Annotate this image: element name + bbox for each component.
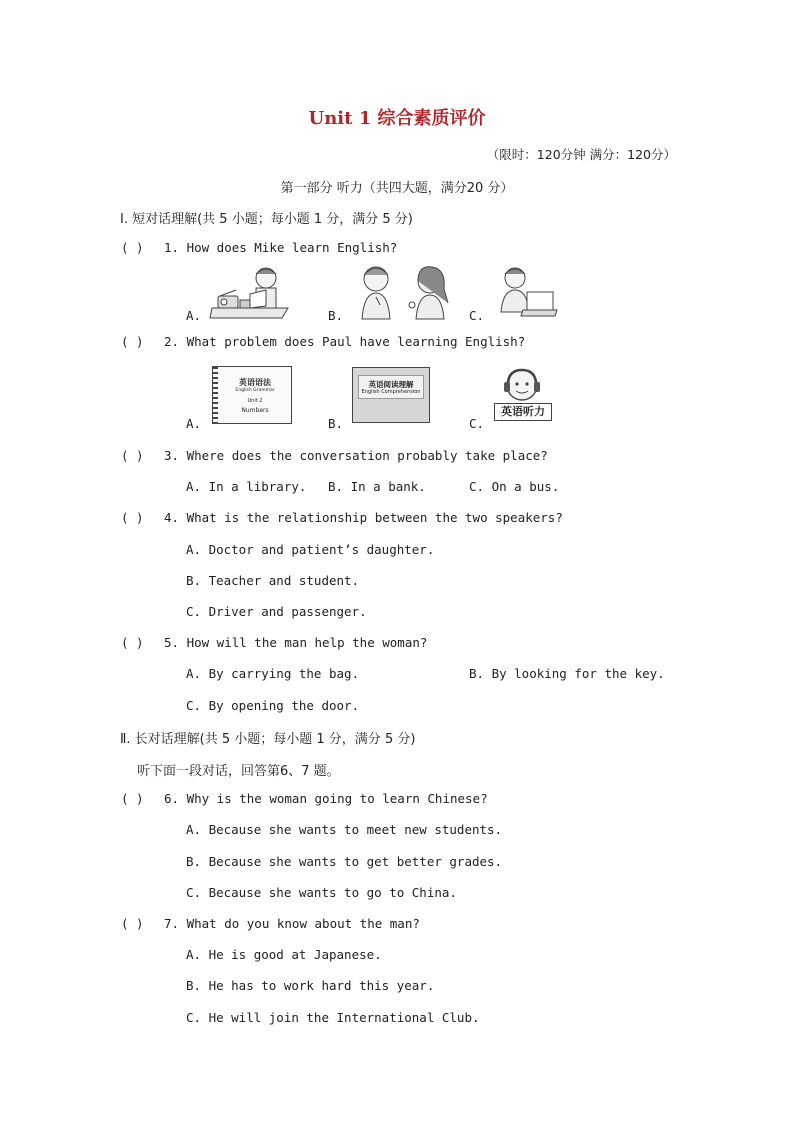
section-2-intro: 听下面一段对话，回答第6、7 题。 xyxy=(137,764,340,779)
answer-blank[interactable]: ( ) xyxy=(121,510,144,525)
question-5 xyxy=(121,635,427,650)
listening-headset-image[interactable] xyxy=(494,367,552,423)
question-text: 7. What do you know about the man? xyxy=(164,916,420,931)
question-text: 1. How does Mike learn English? xyxy=(164,240,398,255)
book-subtitle: English Grammar xyxy=(235,388,275,393)
boy-with-laptop-image[interactable] xyxy=(497,264,559,320)
question-text: 4. What is the relationship between the two speakers? xyxy=(164,510,563,525)
option-c[interactable]: C. He will join the International Club. xyxy=(186,1010,480,1025)
answer-blank[interactable]: ( ) xyxy=(121,334,144,349)
book-title: 英语语法 xyxy=(239,378,271,387)
answer-blank[interactable]: ( ) xyxy=(121,635,144,650)
option-a[interactable]: A. By carrying the bag. xyxy=(186,666,360,681)
question-text: 5. How will the man help the woman? xyxy=(164,635,428,650)
spiral-binding xyxy=(213,367,218,423)
option-b[interactable]: B. He has to work hard this year. xyxy=(186,978,435,993)
option-a[interactable]: A. Doctor and patient’s daughter. xyxy=(186,542,435,557)
time-score-info: （限时：120分钟 满分：120分） xyxy=(486,147,676,162)
listening-label: 英语听力 xyxy=(494,403,552,421)
headset-icon xyxy=(501,367,543,403)
answer-blank[interactable]: ( ) xyxy=(121,791,144,806)
book-unit: Unit 2 xyxy=(247,398,263,404)
option-b[interactable]: B. Because she wants to get better grades. xyxy=(186,854,503,869)
option-a[interactable]: A. Because she wants to meet new students. xyxy=(186,822,503,837)
answer-blank[interactable]: ( ) xyxy=(121,448,144,463)
question-4 xyxy=(121,510,563,525)
page-title: Unit 1 综合素质评价 xyxy=(308,108,486,129)
option-b[interactable]: B. In a bank. xyxy=(328,479,426,494)
answer-blank[interactable]: ( ) xyxy=(121,916,144,931)
book-subtitle: English Comprehension xyxy=(361,389,421,395)
two-children-talking-image[interactable] xyxy=(356,263,456,321)
option-label-b: B. xyxy=(328,308,344,323)
question-6 xyxy=(121,791,488,806)
question-text: 2. What problem does Paul have learning English? xyxy=(164,334,526,349)
comprehension-book-image[interactable] xyxy=(352,367,430,423)
question-text: 6. Why is the woman going to learn Chinese? xyxy=(164,791,488,806)
option-a[interactable]: A. He is good at Japanese. xyxy=(186,947,382,962)
question-text: 3. Where does the conversation probably take place? xyxy=(164,448,548,463)
book-title: 英语阅读理解 xyxy=(368,380,414,389)
question-1 xyxy=(121,240,397,255)
option-c[interactable]: C. Driver and passenger. xyxy=(186,604,367,619)
boy-reading-with-radio-image[interactable] xyxy=(210,264,292,320)
option-label-a: A. xyxy=(186,416,202,431)
question-3 xyxy=(121,448,548,463)
part-heading: 第一部分 听力（共四大题，满分20 分） xyxy=(280,181,514,196)
option-c[interactable]: C. By opening the door. xyxy=(186,698,360,713)
option-a[interactable]: A. In a library. xyxy=(186,479,307,494)
answer-blank[interactable]: ( ) xyxy=(121,240,144,255)
question-7 xyxy=(121,916,420,931)
question-2 xyxy=(121,334,525,349)
option-label-c: C. xyxy=(469,416,485,431)
option-b[interactable]: B. Teacher and student. xyxy=(186,573,360,588)
option-c[interactable]: C. Because she wants to go to China. xyxy=(186,885,457,900)
option-label-c: C. xyxy=(469,308,485,323)
option-label-b: B. xyxy=(328,416,344,431)
section-1-heading: I. 短对话理解(共 5 小题；每小题 1 分，满分 5 分) xyxy=(120,212,413,227)
option-c[interactable]: C. On a bus. xyxy=(469,479,560,494)
grammar-book-image[interactable] xyxy=(212,366,292,424)
option-label-a: A. xyxy=(186,308,202,323)
option-b[interactable]: B. By looking for the key. xyxy=(469,666,665,681)
book-topic: Numbers xyxy=(241,407,269,414)
section-2-heading: Ⅱ. 长对话理解(共 5 小题；每小题 1 分，满分 5 分) xyxy=(120,732,416,747)
